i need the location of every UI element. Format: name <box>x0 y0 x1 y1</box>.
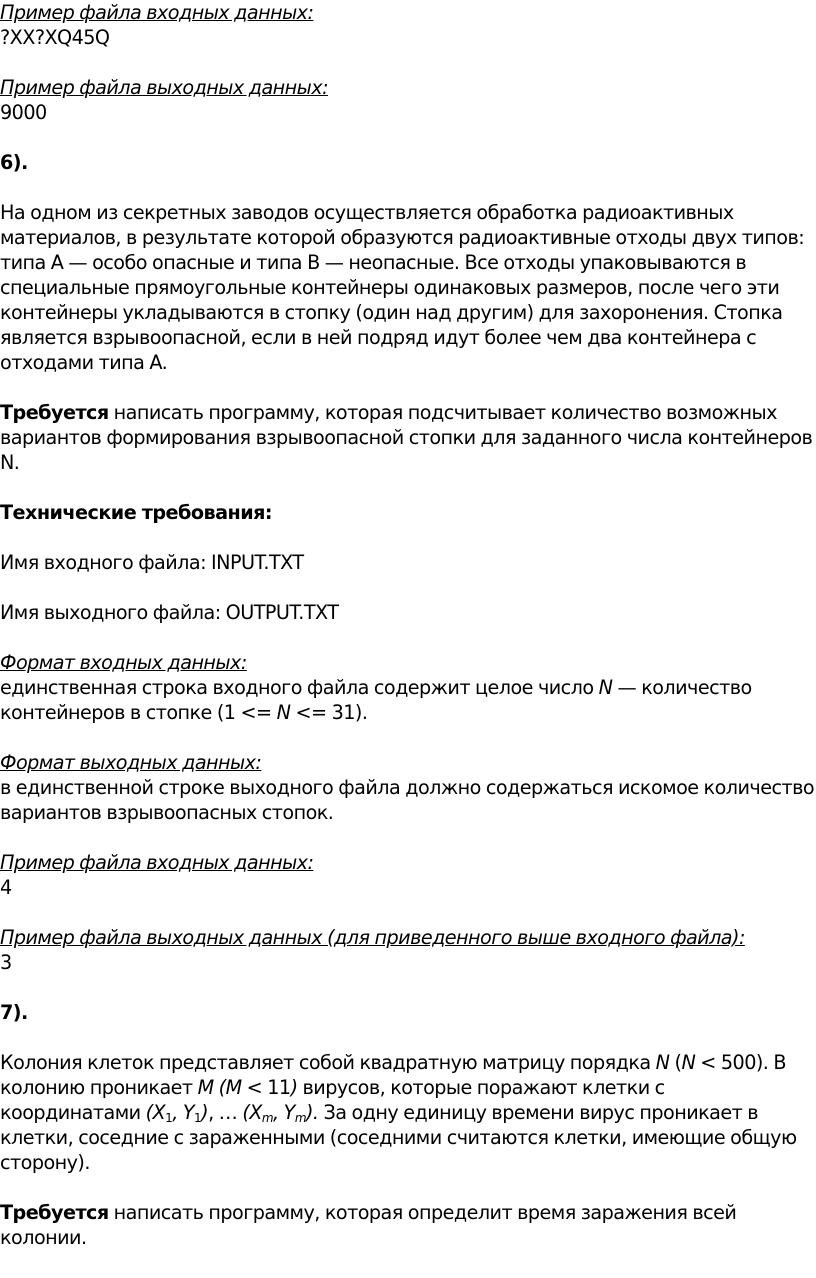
t7-l1-a: Колония клеток представляет собой квадратную матрицу порядка <box>0 1051 656 1074</box>
t7-required-text: написать программу, которая определит время заражения всей <box>108 1201 737 1224</box>
t7-ellipsis: , … <box>208 1101 243 1124</box>
task7-required-line-1 <box>0 1200 816 1225</box>
task7-line-4: клетки, соседние с зараженными (соседними считаются клетки, имеющие общую <box>0 1126 797 1149</box>
task7-line-1 <box>0 1050 816 1075</box>
task7-line-5: сторону). <box>0 1151 90 1174</box>
input-format-text-d: <= 31). <box>290 701 368 724</box>
task7-required-line-2: колонии. <box>0 1226 87 1249</box>
t7-sub1: 1 <box>165 1111 173 1125</box>
t7-sub2: 1 <box>194 1111 202 1125</box>
task6-required-line-2: вариантов формирования взрывоопасной стопки для заданного числа контейнеров <box>0 426 813 449</box>
t7-x1: (X <box>145 1101 166 1124</box>
input-format-var-n2: N <box>276 701 291 724</box>
t7-subm: m <box>261 1111 274 1125</box>
input-format-text-b: — количество <box>612 676 752 699</box>
input-format-text-c: контейнеров в стопке (1 <= <box>0 701 277 724</box>
t7-l3-a: координатами <box>0 1101 146 1124</box>
sample-input-value: ?XX?XQ45Q <box>0 26 110 49</box>
task6-desc-line-2: материалов, в результате которой образуются радиоактивные отходы двух типов: <box>0 226 805 249</box>
task6-desc-line-4: специальные прямоугольные контейнеры одинаковых размеров, после чего эти <box>0 276 780 299</box>
t7-comma2: , <box>273 1101 284 1124</box>
task6-sample-input-value: 4 <box>0 876 12 899</box>
t7-comma: , <box>172 1101 183 1124</box>
output-format-label: Формат выходных данных: <box>0 751 262 774</box>
task7-line-3 <box>0 1100 816 1125</box>
task6-sample-output-value: 3 <box>0 951 12 974</box>
task6-desc-line-5: контейнеры укладываются в стопку (один над другим) для захоронения. Стопка <box>0 301 783 324</box>
output-file-name: Имя выходного файла: OUTPUT.TXT <box>0 601 339 624</box>
task6-required-line-1 <box>0 400 816 425</box>
input-format-label: Формат входных данных: <box>0 651 247 674</box>
t7-l3-rest: За одну единицу времени вирус проникает в <box>318 1101 759 1124</box>
output-format-line-2: вариантов взрывоопасных стопок. <box>0 801 334 824</box>
t7-close2: ). <box>305 1101 319 1124</box>
t7-xm: (X <box>242 1101 262 1124</box>
task6-sample-output-label: Пример файла выходных данных (для приведенного выше входного файла): <box>0 926 745 949</box>
t7-l2-a: колонию проникает <box>0 1076 198 1099</box>
tech-requirements-title: Технические требования: <box>0 501 272 524</box>
task7-number: 7). <box>0 1001 28 1024</box>
input-format-line-2 <box>0 700 816 725</box>
task6-required-line-3: N. <box>0 451 20 474</box>
output-format-line-1: в единственной строке выходного файла должно содержаться искомое количество <box>0 776 815 799</box>
sample-output-label: Пример файла выходных данных: <box>0 76 328 99</box>
t7-l2-c: вирусов, которые поражают клетки с <box>297 1076 665 1099</box>
input-format-var-n: N <box>598 676 613 699</box>
t7-l1-c: < 500). В <box>695 1051 786 1074</box>
t7-l2-b: < 11 <box>241 1076 291 1099</box>
task6-desc-line-1: На одном из секретных заводов осуществляется обработка радиоактивных <box>0 201 734 224</box>
task6-desc-line-3: типа A — особо опасные и типа B — неопасные. Все отходы упаковываются в <box>0 251 747 274</box>
sample-input-label: Пример файла входных данных: <box>0 1 314 24</box>
task6-desc-line-6: является взрывоопасной, если в ней подряд идут более чем два контейнера с <box>0 326 757 349</box>
t7-subm2: m <box>294 1111 306 1125</box>
task6-number: 6). <box>0 151 28 174</box>
task6-sample-input-label: Пример файла входных данных: <box>0 851 314 874</box>
task6-desc-line-7: отходами типа A. <box>0 351 168 374</box>
t7-var-m: M (M <box>197 1076 242 1099</box>
input-file-name: Имя входного файла: INPUT.TXT <box>0 551 304 574</box>
required-bold: Требуется <box>0 401 109 424</box>
t7-ym: Y <box>283 1101 295 1124</box>
t7-y1: Y <box>182 1101 195 1124</box>
t7-l2-paren: ) <box>290 1076 298 1099</box>
t7-l1-b: ( <box>669 1051 682 1074</box>
input-format-line-1 <box>0 675 816 700</box>
t7-required-bold: Требуется <box>0 1201 109 1224</box>
t7-var-n2: N <box>681 1051 696 1074</box>
task7-line-2 <box>0 1075 816 1100</box>
required-text: написать программу, которая подсчитывает количество возможных <box>108 401 777 424</box>
t7-var-n: N <box>655 1051 670 1074</box>
t7-close: ) <box>201 1101 209 1124</box>
input-format-text-a: единственная строка входного файла содержит целое число <box>0 676 599 699</box>
sample-output-value: 9000 <box>0 101 47 124</box>
